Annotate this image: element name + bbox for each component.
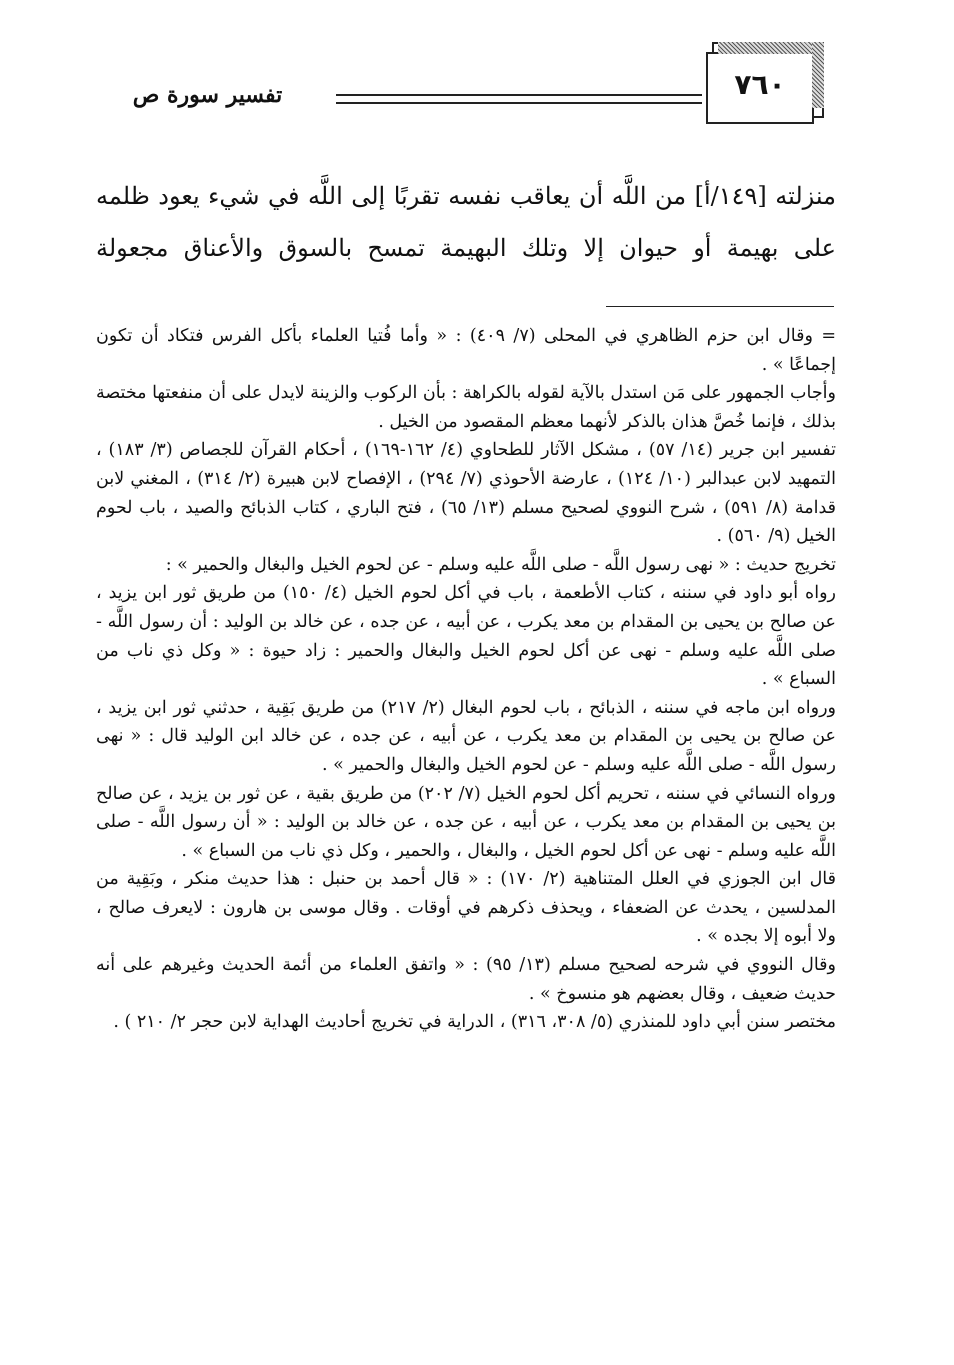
footnote-paragraph: تخريج حديث : « نهى رسول اللَّه - صلى اللَّه عليه وسلم - عن لحوم الخيل والبغال والحمير » : bbox=[165, 554, 836, 575]
main-text-line: على بهيمة أو حيوان إلا وتلك البهيمة تمسح بالسوق والأعناق مجعولة bbox=[96, 234, 836, 262]
footnote-paragraph: مختصر سنن أبي داود للمنذري (٥/ ٣٠٨، ٣١٦) ، الدراية في تخريج أحاديث الهداية لابن حجر ٢/ ٢١٠ ) . bbox=[113, 1012, 836, 1033]
footnote-paragraph: تفسير ابن جرير (١٤/ ٥٧) ، مشكل الآثار للطحاوي (٤/ ١٦٢-١٦٩) ، أحكام القرآن للجصاص (٣/ ١٨٣) ، التمهيد لابن عبدالبر (١٠/ ١٢٤) ، عارضة الأحوذي (٧/ ٢٩٤) ، الإفصاح لابن هبيرة (٢/ ٣١٤) ، المغني لابن قدامة (٨/ ٥٩١) ، شرح النووي لصحيح مسلم (١٣/ ٦٥) ، فتح الباري ، كتاب الذبائح والصيد ، باب لحوم الخيل (٩/ ٥٦٠) . bbox=[96, 440, 836, 547]
page-number-box-shadow-side bbox=[812, 42, 824, 108]
footnote-paragraph: وقال النووي في شرحه لصحيح مسلم (١٣/ ٩٥) : « واتفق العلماء من أئمة الحديث وغيرهم على أنه حديث ضعيف ، وقال بعضهم هو منسوخ » . bbox=[96, 955, 836, 1004]
main-text bbox=[96, 170, 836, 274]
page-number-box bbox=[706, 52, 814, 124]
page-number: ٧٦٠ bbox=[734, 68, 786, 101]
page-number-box-shadow-top bbox=[718, 42, 822, 54]
footnote-paragraph: ورواه ابن ماجه في سننه ، الذبائح ، باب لحوم البغال (٢/ ٢١٧) من طريق بَقِية ، حدثني ثور ابن يزيد ، عن صالح بن يحيى بن المقدام بن معد يكرب ، عن أبيه ، عن جده ، عن خالد ابن الوليد قال : « نهى رسول اللَّه - صلى اللَّه عليه وسلم - عن لحوم الخيل والبغال والحمير » . bbox=[96, 697, 836, 775]
footnote-paragraph: وأجاب الجمهور على مَن استدل بالآية لقوله بالكراهة : بأن الركوب والزينة لايدل على أن منفعتها مختصة بذلك ، فإنما خُصَّ هذان بالذكر لأنهما معظم المقصود من الخيل . bbox=[96, 383, 836, 432]
running-header-title: تفسير سورة ص bbox=[132, 82, 283, 108]
footnote-paragraph: ورواه النسائي في سننه ، تحريم أكل لحوم الخيل (٧/ ٢٠٢) من طريق بقية ، عن ثور بن يزيد ، عن صالح بن يحيى بن المقدام بن معد يكرب ، عن أبيه ، عن جده ، عن خالد بن الوليد : « أن رسول اللَّه - صلى اللَّه عليه وسلم - نهى عن أكل لحوم الخيل ، والبغال ، والحمير ، وكل ذي ناب من السباع » . bbox=[96, 783, 836, 861]
header-double-rule bbox=[336, 94, 702, 104]
footnote-paragraph: = وقال ابن حزم الظاهري في المحلى (٧/ ٤٠٩) : « وأما فُتيا العلماء بأكل الفرس فتكاد أن تكون إجماعًا » . bbox=[96, 326, 837, 375]
main-text-line: منزلته [١٤٩/أ] من اللَّه أن يعاقب نفسه تقربًا إلى اللَّه في شيء يعود ظلمه bbox=[96, 182, 836, 210]
footnotes bbox=[96, 322, 836, 1037]
footnote-paragraph: رواه أبو داود في سننه ، كتاب الأطعمة ، باب في أكل لحوم الخيل (٤/ ١٥٠) من طريق ثور ابن يزيد ، عن صالح بن يحيى بن المقدام بن معد يكرب ، عن أبيه ، عن جده ، عن خالد بن الوليد : أن رسول اللَّه - صلى اللَّه عليه وسلم - نهى عن أكل لحوم الخيل والبغال والحمير : زاد حيوة : « وكل ذي ناب من السباع » . bbox=[96, 583, 836, 690]
footnote-paragraph: قال ابن الجوزي في العلل المتناهية (٢/ ١٧٠) : « قال أحمد بن حنبل : هذا حديث منكر ، وبَقِية من المدلسين ، يحدث عن الضعفاء ، ويحذف ذكرهم في أوقات . وقال موسى بن هارون : لايعرف صالح ، ولا أبوه إلا بجده » . bbox=[96, 869, 836, 947]
footnote-separator bbox=[606, 306, 834, 307]
